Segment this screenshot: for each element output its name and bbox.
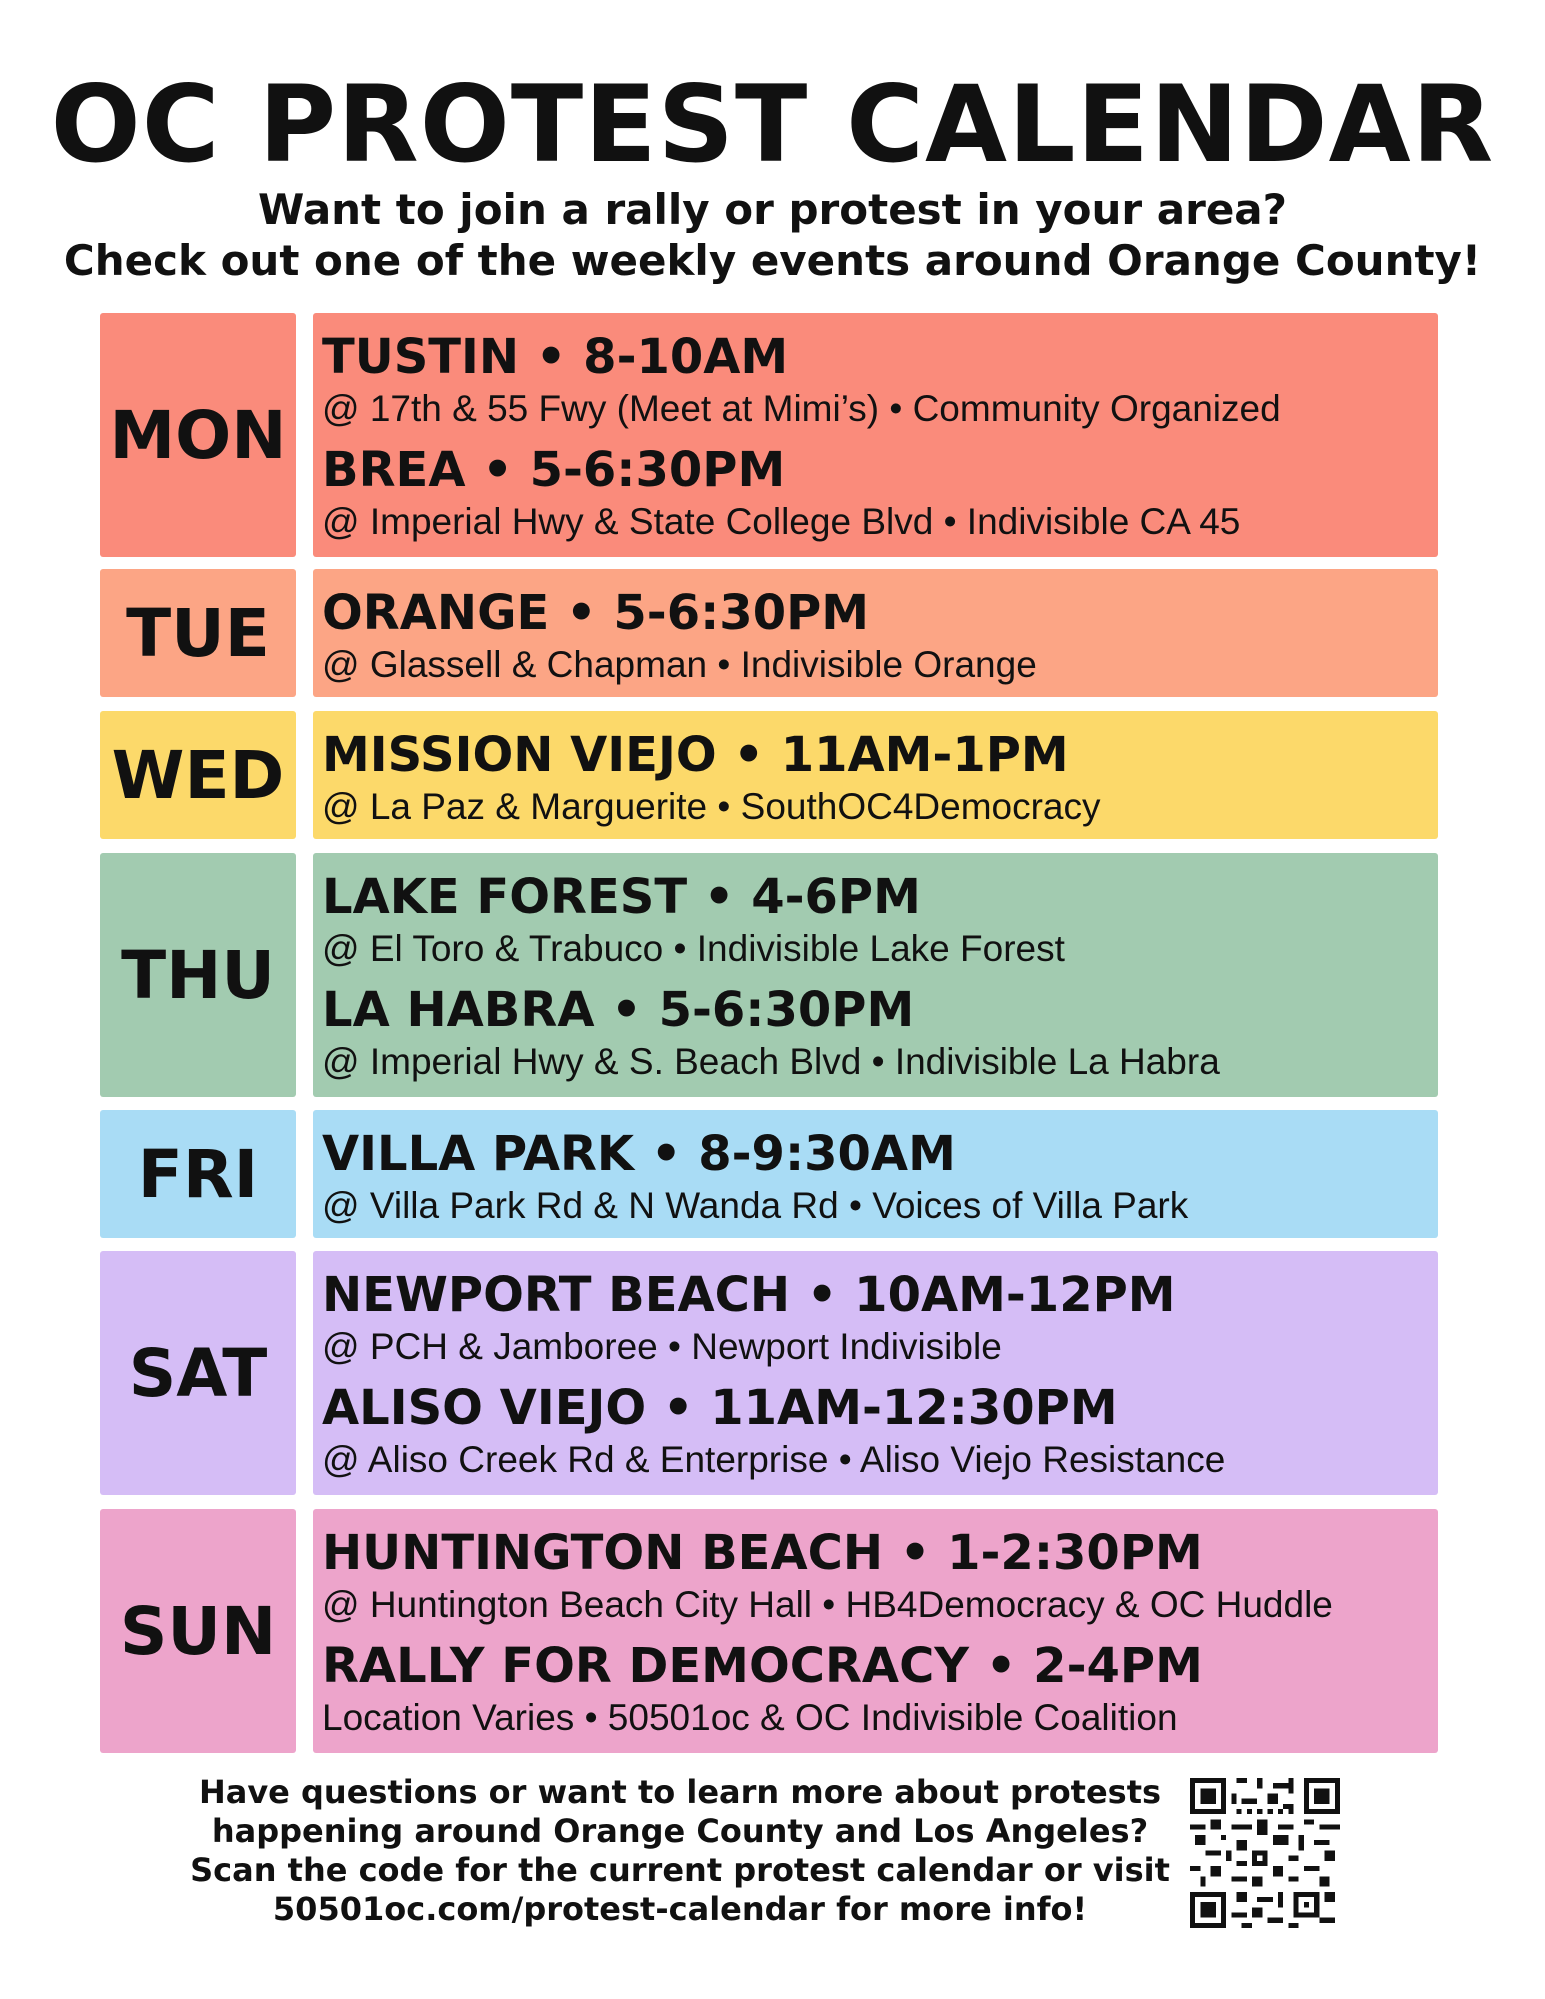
events-panel-fri bbox=[313, 1110, 1438, 1238]
day-label-mon: MON bbox=[100, 313, 296, 557]
footer-line-1: Have questions or want to learn more about protests bbox=[198, 1773, 1162, 1811]
event-title: NEWPORT BEACH • 10AM-12PM bbox=[322, 1267, 1176, 1323]
event-item bbox=[322, 585, 1438, 685]
event-detail: @ Imperial Hwy & State College Blvd • Indivisible CA 45 bbox=[322, 501, 1241, 542]
event-detail: Location Varies • 50501oc & OC Indivisible Coalition bbox=[322, 1697, 1178, 1738]
event-title: ORANGE • 5-6:30PM bbox=[322, 585, 870, 641]
event-item bbox=[322, 442, 1438, 542]
event-item bbox=[322, 1267, 1438, 1367]
event-title: MISSION VIEJO • 11AM-1PM bbox=[322, 727, 1069, 783]
event-item bbox=[322, 1380, 1438, 1480]
event-item bbox=[322, 982, 1438, 1082]
qr-code-icon[interactable] bbox=[1190, 1778, 1340, 1928]
event-title: ALISO VIEJO • 11AM-12:30PM bbox=[322, 1380, 1118, 1436]
event-detail: @ Glassell & Chapman • Indivisible Orange bbox=[322, 644, 1037, 685]
event-title: TUSTIN • 8-10AM bbox=[322, 329, 789, 385]
event-item bbox=[322, 727, 1438, 827]
event-detail: @ 17th & 55 Fwy (Meet at Mimi’s) • Community Organized bbox=[322, 388, 1281, 429]
day-row-thu bbox=[0, 853, 1545, 1097]
events-panel-sat bbox=[313, 1251, 1438, 1495]
event-item bbox=[322, 1126, 1438, 1226]
day-label-fri: FRI bbox=[100, 1110, 296, 1238]
day-label-sat: SAT bbox=[100, 1251, 296, 1495]
footer-line-2: happening around Orange County and Los Angeles? bbox=[211, 1812, 1149, 1851]
event-detail: @ PCH & Jamboree • Newport Indivisible bbox=[322, 1326, 1002, 1367]
event-item bbox=[322, 869, 1438, 969]
events-panel-mon bbox=[313, 313, 1438, 557]
event-detail: @ Villa Park Rd & N Wanda Rd • Voices of Villa Park bbox=[322, 1185, 1189, 1226]
events-panel-tue bbox=[313, 569, 1438, 697]
day-row-sat bbox=[0, 1251, 1545, 1495]
event-item bbox=[322, 1638, 1438, 1738]
page-title: OC PROTEST CALENDAR bbox=[50, 63, 1495, 186]
events-panel-thu bbox=[313, 853, 1438, 1097]
events-panel-wed bbox=[313, 711, 1438, 839]
footer-line-4: 50501oc.com/protest-calendar for more info! bbox=[272, 1890, 1088, 1929]
subtitle-line-2: Check out one of the weekly events around Orange County! bbox=[63, 236, 1482, 285]
event-detail: @ Aliso Creek Rd & Enterprise • Aliso Viejo Resistance bbox=[322, 1439, 1226, 1480]
day-row-tue bbox=[0, 569, 1545, 697]
event-detail: @ Huntington Beach City Hall • HB4Democracy & OC Huddle bbox=[322, 1584, 1333, 1625]
event-detail: @ La Paz & Marguerite • SouthOC4Democracy bbox=[322, 786, 1101, 827]
event-detail: @ Imperial Hwy & S. Beach Blvd • Indivisible La Habra bbox=[322, 1041, 1220, 1082]
day-label-tue: TUE bbox=[100, 569, 296, 697]
event-title: VILLA PARK • 8-9:30AM bbox=[322, 1126, 956, 1182]
day-row-fri bbox=[0, 1110, 1545, 1238]
day-label-wed: WED bbox=[100, 711, 296, 839]
footer-text bbox=[150, 1773, 1210, 1929]
events-panel-sun bbox=[313, 1509, 1438, 1753]
event-title: LA HABRA • 5-6:30PM bbox=[322, 982, 915, 1038]
event-item bbox=[322, 1525, 1438, 1625]
day-label-thu: THU bbox=[100, 853, 296, 1097]
event-title: BREA • 5-6:30PM bbox=[322, 442, 786, 498]
subtitle-line-1: Want to join a rally or protest in your area? bbox=[257, 185, 1288, 234]
day-label-sun: SUN bbox=[100, 1509, 296, 1753]
day-row-sun bbox=[0, 1509, 1545, 1753]
day-row-wed bbox=[0, 711, 1545, 839]
footer-line-3: Scan the code for the current protest calendar or visit bbox=[190, 1851, 1170, 1890]
event-title: LAKE FOREST • 4-6PM bbox=[322, 869, 921, 925]
event-title: RALLY FOR DEMOCRACY • 2-4PM bbox=[322, 1638, 1203, 1694]
event-detail: @ El Toro & Trabuco • Indivisible Lake Forest bbox=[322, 928, 1065, 969]
day-row-mon bbox=[0, 313, 1545, 557]
event-title: HUNTINGTON BEACH • 1-2:30PM bbox=[322, 1525, 1203, 1581]
event-item bbox=[322, 329, 1438, 429]
